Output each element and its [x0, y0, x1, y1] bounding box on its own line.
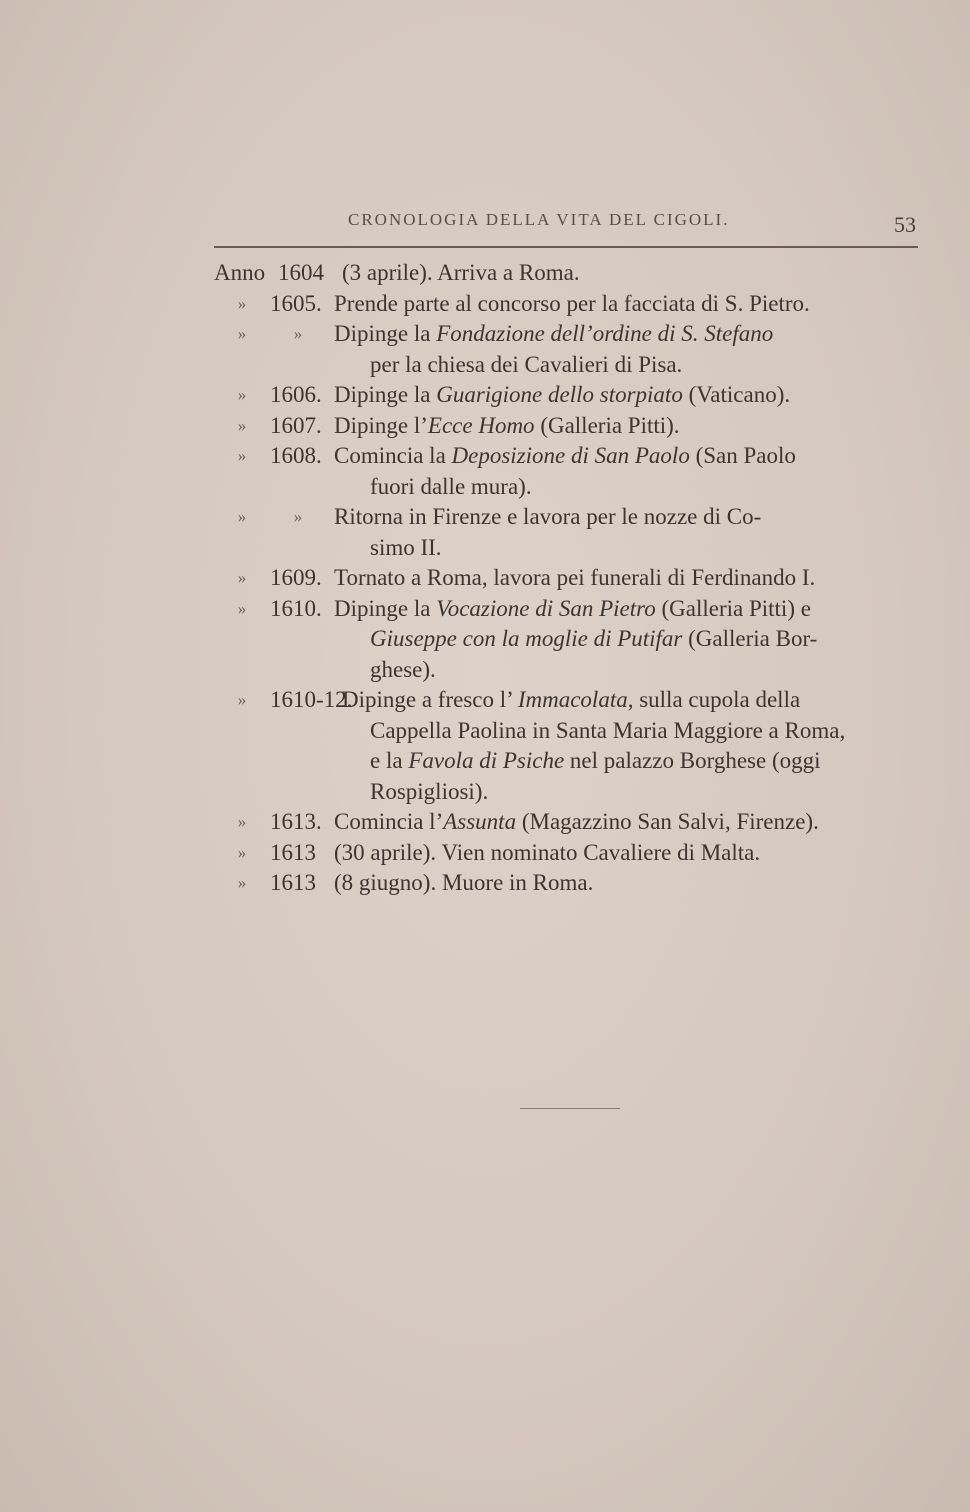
entry-year: 1610. [270, 595, 322, 621]
entry-text: (30 aprile). Vien nominato Cavaliere di Malta. [334, 839, 761, 865]
entry-continuation: fuori dalle mura). [370, 473, 532, 499]
artwork-title: Immacolata [517, 687, 628, 712]
entry-year: 1613. [270, 809, 322, 834]
ditto-mark: » [237, 324, 247, 343]
ditto-mark: » [237, 873, 247, 892]
ditto-mark: » [237, 568, 247, 587]
artwork-title: Guarigione dello storpiato [436, 382, 683, 407]
chronology-list [214, 258, 914, 899]
chronology-entry [214, 441, 914, 472]
entry-text: Tornato a Roma, lavora pei funerali di Ferdinando I. [334, 565, 816, 590]
entry-year: 1610-12. [270, 687, 353, 712]
entry-text: Dipinge a fresco l’ Immacolata, sulla cupola della [342, 687, 801, 712]
running-title: CRONOLOGIA DELLA VITA DEL CIGOLI. [348, 210, 730, 229]
ditto-mark: » [237, 812, 247, 831]
chronology-entry [214, 502, 914, 533]
entry-text: Dipinge l’Ecce Homo (Galleria Pitti). [334, 412, 680, 438]
chronology-entry [214, 563, 914, 594]
anno-label: Anno [214, 260, 266, 285]
chronology-entry [214, 594, 914, 625]
chronology-entry [214, 838, 914, 869]
entry-text: Comincia la Deposizione di San Paolo (San Paolo [334, 443, 796, 468]
artwork-title: Favola di Psiche [408, 748, 565, 773]
artwork-title: Fondazione dell’ordine di S. Stefano [436, 321, 774, 346]
ditto-mark-year: » [293, 507, 303, 526]
chronology-entry [214, 685, 914, 716]
entry-year: 1604 [278, 260, 324, 285]
artwork-title: Giuseppe con la moglie di Putifar [370, 626, 683, 651]
entry-year: 1608. [270, 443, 322, 468]
artwork-title: Vocazione di San Pietro [436, 595, 656, 621]
entry-year: 1607. [270, 412, 322, 438]
entry-continuation: Cappella Paolina in Santa Maria Maggiore a Roma, [370, 717, 846, 743]
entry-year: 1609. [270, 565, 322, 590]
chronology-entry [214, 807, 914, 838]
page-number: 53 [894, 212, 916, 237]
entry-continuation: ghese). [370, 656, 436, 682]
ditto-mark: » [237, 415, 247, 435]
ditto-mark: » [237, 446, 247, 465]
entry-year: 1613 [270, 870, 316, 895]
ditto-mark: » [237, 293, 247, 313]
chronology-entry [214, 380, 914, 411]
artwork-title: Deposizione di San Paolo [451, 443, 690, 468]
end-rule [520, 1108, 620, 1109]
chronology-entry [214, 258, 914, 289]
entry-text: Dipinge la Vocazione di San Pietro (Galleria Pitti) e [334, 595, 811, 621]
artwork-title: Assunta [443, 809, 517, 834]
entry-text: Dipinge la Guarigione dello storpiato (Vaticano). [334, 382, 791, 407]
ditto-mark: » [237, 598, 247, 618]
ditto-mark: » [237, 385, 247, 404]
entry-text: (3 aprile). Arriva a Roma. [342, 260, 580, 285]
chronology-entry [214, 411, 914, 442]
ditto-mark-year: » [293, 324, 303, 343]
entry-text: Ritorna in Firenze e lavora per le nozze di Co- [334, 504, 762, 529]
entry-continuation: e la Favola di Psiche nel palazzo Borghese (oggi [370, 748, 821, 773]
entry-continuation: simo II. [370, 534, 442, 560]
ditto-mark: » [237, 507, 247, 526]
entry-year: 1613 [270, 839, 316, 865]
entry-year: 1606. [270, 382, 322, 407]
entry-text: (8 giugno). Muore in Roma. [334, 870, 594, 895]
entry-continuation: Rospigliosi). [370, 778, 489, 804]
artwork-title: Ecce Homo [427, 412, 535, 438]
entry-text: Prende parte al concorso per la facciata di S. Pietro. [334, 290, 810, 316]
chronology-entry [214, 289, 914, 320]
chronology-entry [214, 868, 914, 899]
entry-text: Dipinge la Fondazione dell’ordine di S. Stefano [334, 321, 774, 346]
entry-continuation: per la chiesa dei Cavalieri di Pisa. [370, 351, 683, 377]
entry-year: 1605. [270, 290, 322, 316]
running-head [214, 206, 918, 248]
ditto-mark: » [237, 690, 247, 709]
entry-text: Comincia l’Assunta (Magazzino San Salvi, Firenze). [334, 809, 819, 834]
chronology-entry [214, 319, 914, 350]
entry-continuation: Giuseppe con la moglie di Putifar (Galleria Bor- [370, 626, 818, 651]
ditto-mark: » [237, 842, 247, 862]
